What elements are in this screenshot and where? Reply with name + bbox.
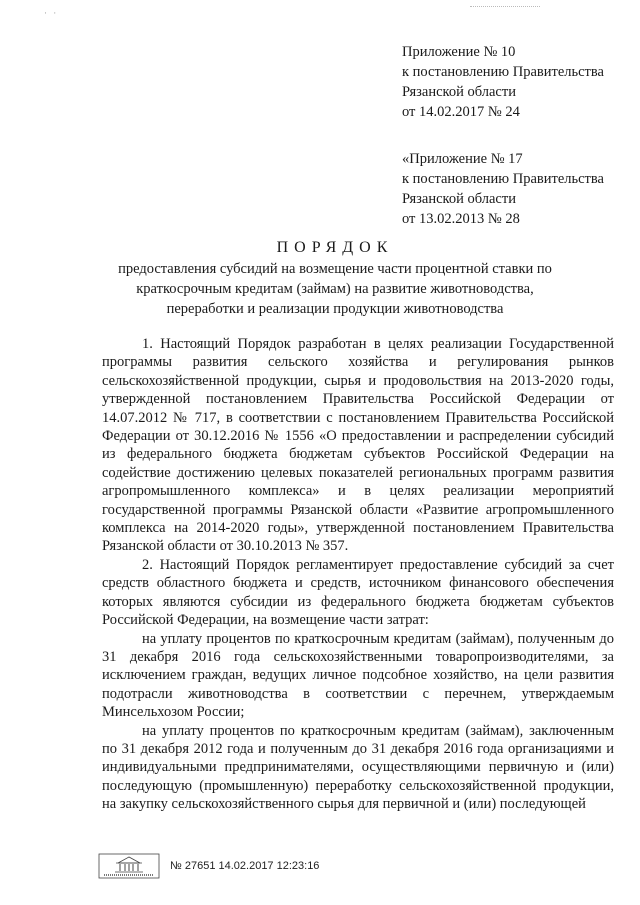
document-title: ПОРЯДОК (276, 239, 394, 256)
appendix-new-ref: к постановлению Правительства (402, 64, 604, 80)
appendix-old-region: Рязанской области (402, 191, 516, 207)
appendix-old-block (402, 149, 604, 229)
appendix-old-date: от 13.02.2013 № 28 (402, 211, 520, 227)
document-body (102, 335, 614, 814)
scan-artifact-line (470, 6, 540, 7)
document-subtitle: предоставления субсидий на возмещение части процентной ставки по краткосрочным кредитам (займам) на развитие животноводства, переработки и реализации продукции животноводства (118, 261, 552, 317)
appendix-new-date: от 14.02.2017 № 24 (402, 104, 520, 120)
paragraph-4: на уплату процентов по краткосрочным кредитам (займам), заключенным по 31 декабря 2012 года и полученным до 31 декабря 2016 года организациями и индивидуальными предпринимателями, осуществляющими первичную и (или) последующую (промышленную) переработку сельскохозяйственной продукции, на закупку сельскохозяйственного сырья для первичной и (или) последующей (102, 722, 614, 813)
title-block (100, 237, 570, 319)
appendix-new-block (402, 42, 604, 122)
registration-number: № 27651 14.02.2017 12:23:16 (170, 860, 320, 872)
appendix-new-region: Рязанской области (402, 84, 516, 100)
appendix-old-ref: к постановлению Правительства (402, 171, 604, 187)
scan-artifact: · · (44, 8, 59, 18)
paragraph-1: 1. Настоящий Порядок разработан в целях реализации Государственной программы развития сельского хозяйства и регулирования рынков сельскохозяйственной продукции, сырья и продовольствия на 2013-2020 годы, утвержденной постановлением Правительства Российской Федерации от 14.07.2012 № 717, в соответствии с постановлением Правительства Российской Федерации от 30.12.2016 № 1556 «О предоставлении и распределении субсидий из федерального бюджета бюджетам субъектов Российской Федерации на содействие достижению целевых показателей региональных программ развития агропромышленного комплекса» и в целях реализации мероприятий государственной программы Рязанской области «Развитие агропромышленного комплекса на 2014-2020 годы», утвержденной постановлением Правительства Рязанской области от 30.10.2013 № 357. (102, 336, 614, 555)
government-building-icon (98, 853, 160, 879)
paragraph-2: 2. Настоящий Порядок регламентирует предоставление субсидий за счет средств областного бюджета и средств, источником финансового обеспечения которых являются субсидии из федерального бюджета бюджетам субъектов Российской Федерации, на возмещение части затрат: (102, 556, 614, 629)
appendix-new-number: Приложение № 10 (402, 44, 516, 60)
appendix-old-number: «Приложение № 17 (402, 151, 523, 167)
footer (98, 853, 319, 879)
paragraph-3: на уплату процентов по краткосрочным кредитам (займам), полученным до 31 декабря 2016 года сельскохозяйственными товаропроизводителями, за исключением граждан, ведущих личное подсобное хозяйство, на цели развития подотрасли животноводства в соответствии с перечнем, утверждаемым Минсельхозом России; (102, 630, 614, 721)
